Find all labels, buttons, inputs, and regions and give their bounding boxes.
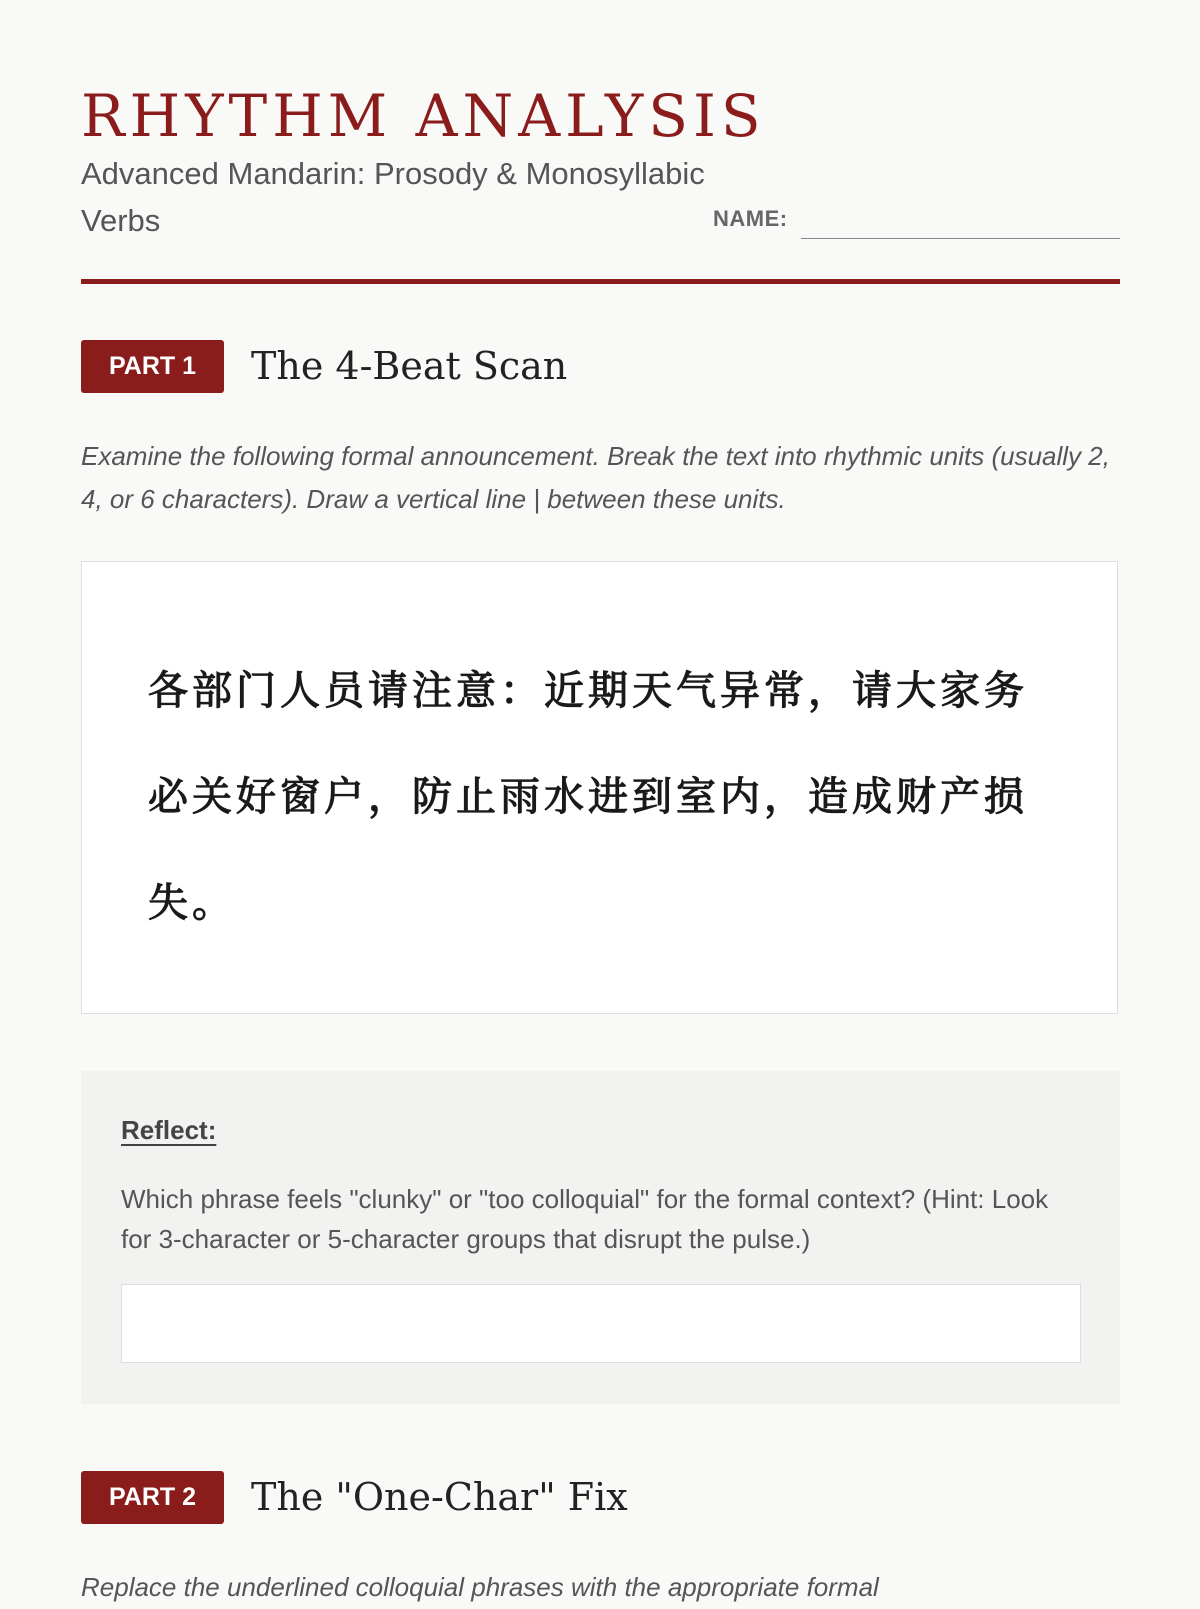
reflect-answer-field[interactable]	[121, 1284, 1081, 1363]
reflect-panel	[81, 1071, 1120, 1404]
page-subtitle: Advanced Mandarin: Prosody & Monosyllabic Verbs	[81, 156, 705, 238]
part-2-title: The "One-Char" Fix	[251, 1475, 628, 1519]
name-label: NAME:	[713, 206, 788, 231]
header-divider	[81, 279, 1120, 284]
chinese-passage: 各部门人员请注意：近期天气异常，请大家务必关好窗户，防止雨水进到室内，造成财产损失。	[148, 668, 1028, 926]
part-1-instructions: Examine the following formal announcement. Break the text into rhythmic units (usually 2, 4, or 6 characters). Draw a vertical line | between these units.	[81, 441, 1110, 514]
page-title: RHYTHM ANALYSIS	[81, 82, 766, 150]
part-2-instructions: Replace the underlined colloquial phrases with the appropriate formal	[81, 1572, 879, 1602]
part-1-title: The 4-Beat Scan	[251, 344, 568, 388]
part-2-badge: PART 2	[81, 1471, 224, 1524]
passage-box	[81, 561, 1118, 1014]
reflect-label: Reflect:	[121, 1115, 217, 1145]
part-1-badge: PART 1	[81, 340, 224, 393]
reflect-question: Which phrase feels "clunky" or "too colloquial" for the formal context? (Hint: Look for 3-character or 5-character groups that disrupt the pulse.)	[121, 1184, 1049, 1254]
name-field[interactable]	[801, 238, 1120, 239]
